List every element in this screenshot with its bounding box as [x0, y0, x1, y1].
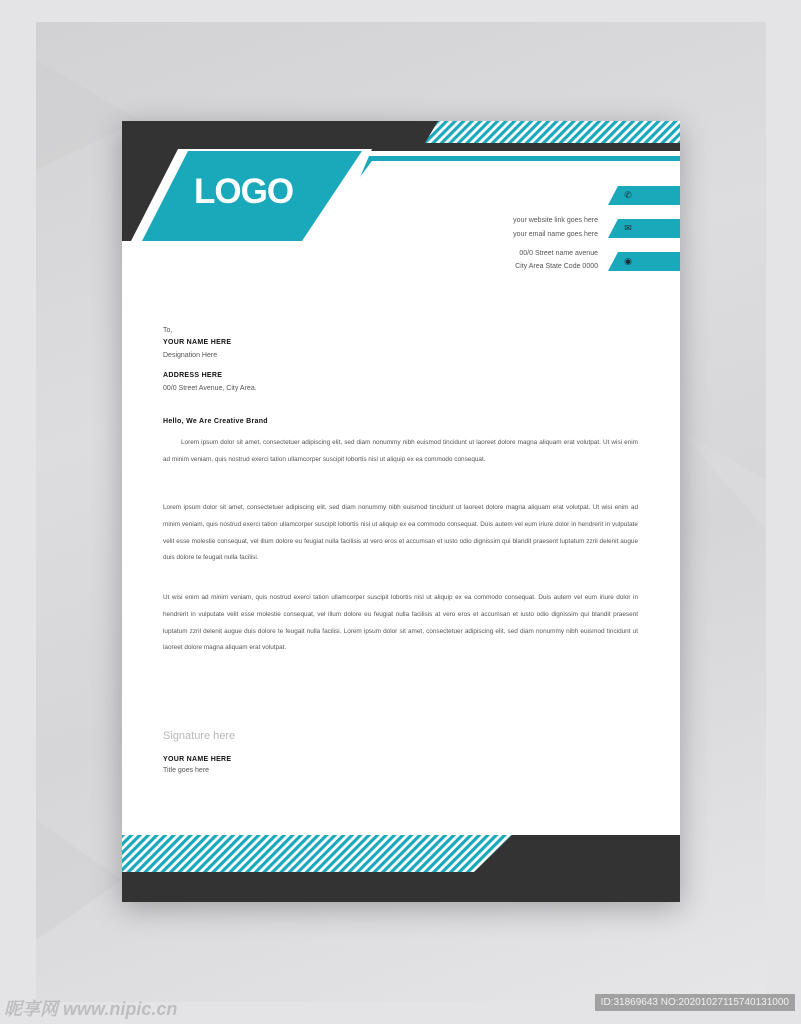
signer-name: YOUR NAME HERE — [163, 756, 232, 763]
phone-icon: ✆ — [624, 190, 632, 200]
body-paragraph: Ut wisi enim ad minim veniam, quis nostrud exerci tation ullamcorper suscipit lobortis nisl ut aliquip ex ea commodo consequat. Duis autem vel eum iriure dolor in hendrerit in vulputate velit esse molestie consequat, vel illum dolore eu feugiat nulla facilisis at vero eros et accumsan et iusto odio dignissim qui blandit praesent luptatum zzril delenit augue duis dolore te feugait nulla facilisi. Lorem ipsum dolor sit amet, consectetuer adipiscing elit, sed diam nonummy nibh euismod tincidunt ut laoreet dolore magna aliquam erat volutpat. — [163, 594, 638, 652]
body-paragraph: Lorem ipsum dolor sit amet, consectetuer adipiscing elit, sed diam nonummy nibh euismod tincidunt ut laoreet dolore magna aliquam erat volutpat. Ut wisi enim ad minim veniam, quis nostrud exerci tation ullamcorper suscipit lobortis nisl ut aliquip ex ea commodo consequat. — [163, 439, 638, 463]
contact-tab-mail — [608, 219, 680, 238]
contact-tab-location — [608, 252, 680, 271]
contact-address-line1: 00/0 Street name avenue — [519, 250, 598, 257]
body-paragraph: Lorem ipsum dolor sit amet, consectetuer adipiscing elit, sed diam nonummy nibh euismod tincidunt ut laoreet dolore magna aliquam erat volutpat. Ut wisi enim ad minim veniam, quis nostrud exerci tation ullamcorper suscipit lobortis nisl ut aliquip ex ea commodo consequat. Duis autem vel eum iriure dolor in hendrerit in vulputate velit esse molestie consequat, vel illum dolore eu feugiat nulla facilisis at vero eros et accumsan et iusto odio dignissim qui blandit praesent luptatum zzril delenit augue duis dolore te feugait nulla facilisi. — [163, 504, 638, 562]
contact-address-line2: City Area State Code 0000 — [515, 263, 598, 270]
contact-website[interactable]: your website link goes here — [513, 217, 598, 224]
header-stripe-strip — [425, 121, 680, 143]
watermark-site: 昵享网 www.nipic.cn — [4, 999, 178, 1019]
location-pin-icon: ◉ — [624, 256, 632, 266]
recipient-to: To, — [163, 327, 173, 334]
contact-tab-phone — [608, 186, 680, 205]
greeting: Hello, We Are Creative Brand — [163, 418, 268, 425]
watermark-id: ID:31869643 NO:20201027115740131000 — [595, 994, 795, 1011]
recipient-address: 00/0 Street Avenue, City Area. — [163, 385, 257, 392]
signer-title: Title goes here — [163, 767, 210, 774]
recipient-designation: Designation Here — [163, 352, 218, 359]
letterhead-page — [122, 121, 680, 902]
footer-stripe-strip — [122, 835, 512, 872]
recipient-address-label: ADDRESS HERE — [163, 372, 223, 379]
recipient-name: YOUR NAME HERE — [163, 339, 232, 346]
mail-icon: ✉ — [624, 223, 632, 233]
contact-email[interactable]: your email name goes here — [513, 231, 598, 238]
logo: LOGO — [194, 172, 294, 211]
signature-placeholder: Signature here — [163, 730, 236, 742]
